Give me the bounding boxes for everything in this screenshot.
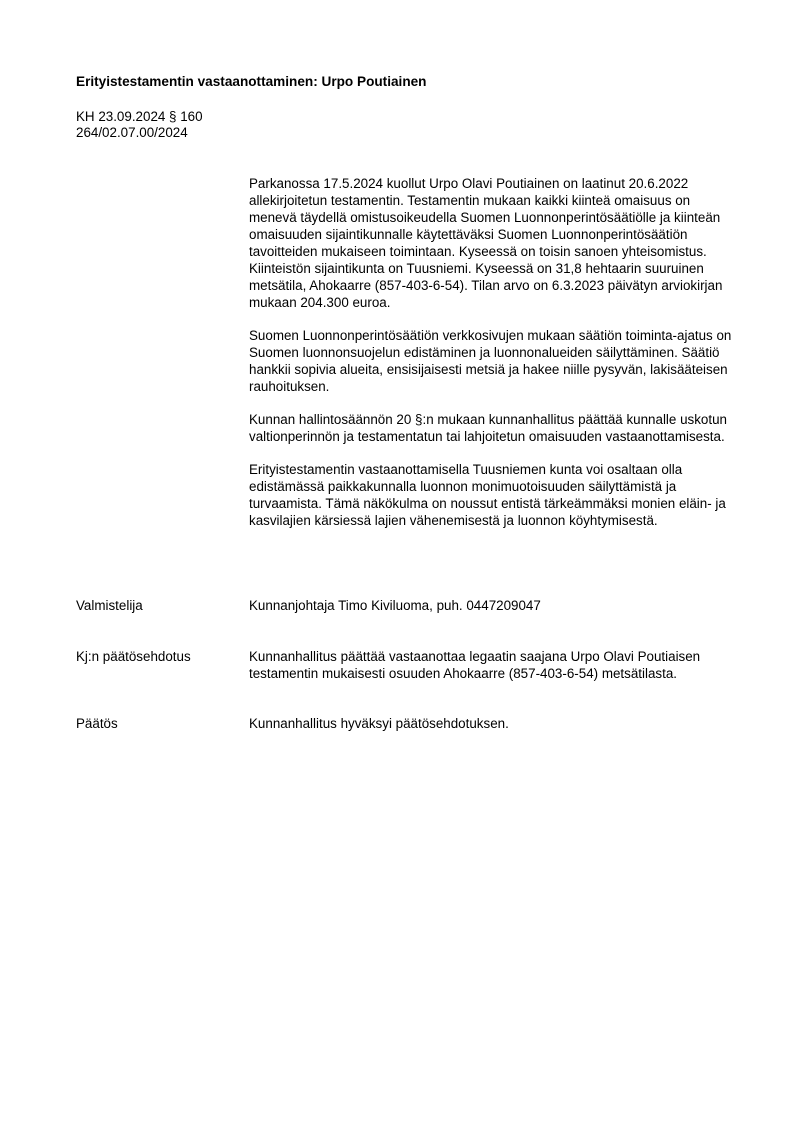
- case-number: 264/02.07.00/2024: [76, 125, 188, 140]
- preparer-label: Valmistelija: [76, 598, 143, 613]
- document-title: Erityistestamentin vastaanottaminen: Urpo Poutiainen: [76, 74, 427, 89]
- decision-label: Päätös: [76, 716, 118, 731]
- body-text: [249, 175, 739, 545]
- paragraph-regulation: Kunnan hallintosäännön 20 §:n mukaan kunnanhallitus päättää kunnalle uskotun valtionperinnön ja testamentatun tai lahjoitetun omaisuuden vastaanottamisesta.: [249, 412, 727, 444]
- decision-value: Kunnanhallitus hyväksyi päätösehdotuksen.: [249, 716, 509, 731]
- meeting-reference: KH 23.09.2024 § 160: [76, 109, 203, 124]
- paragraph-significance: Erityistestamentin vastaanottamisella Tuusniemen kunta voi osaltaan olla edistämässä paikkakunnalla luonnon monimuotoisuuden säilyttämistä ja turvaamista. Tämä näkökulma on noussut entistä tärkeämmäksi monien eläin- ja kasvilajien kärsiessä lajien vähenemisestä ja luonnon köyhtymisestä.: [249, 462, 726, 528]
- paragraph-foundation: Suomen Luonnonperintösäätiön verkkosivujen mukaan säätiön toiminta-ajatus on Suomen luonnonsuojelun edistäminen ja luonnonalueiden säilyttäminen. Säätiö hankkii sopivia alueita, ensisijaisesti metsiä ja hakee niille pysyvän, lakisääteisen rauhoituksen.: [249, 328, 732, 394]
- document-meta: [76, 109, 203, 141]
- preparer-value: Kunnanjohtaja Timo Kiviluoma, puh. 0447209047: [249, 598, 541, 613]
- paragraph-testament: Parkanossa 17.5.2024 kuollut Urpo Olavi Poutiainen on laatinut 20.6.2022 allekirjoitetun testamentin. Testamentin mukaan kaikki kiinteä omaisuus on menevä täydellä omistusoikeudella Suomen Luonnonperintösäätiölle ja kiinteän omaisuuden sijaintikunnalle käytettäväksi Suomen Luonnonperintösäätiön tavoitteiden mukaiseen toimintaan. Kyseessä on toisin sanoen yhteisomistus. Kiinteistön sijaintikunta on Tuusniemi. Kyseessä on 31,8 hehtaarin suuruinen metsätila, Ahokaarre (857-403-6-54). Tilan arvo on 6.3.2023 päivätyn arviokirjan mukaan 204.300 euroa.: [249, 176, 723, 310]
- proposal-value: Kunnanhallitus päättää vastaanottaa legaatin saajana Urpo Olavi Poutiaisen testamentin mukaisesti osuuden Ahokaarre (857-403-6-54) metsätilasta.: [249, 649, 701, 681]
- proposal-label: Kj:n päätösehdotus: [76, 649, 191, 664]
